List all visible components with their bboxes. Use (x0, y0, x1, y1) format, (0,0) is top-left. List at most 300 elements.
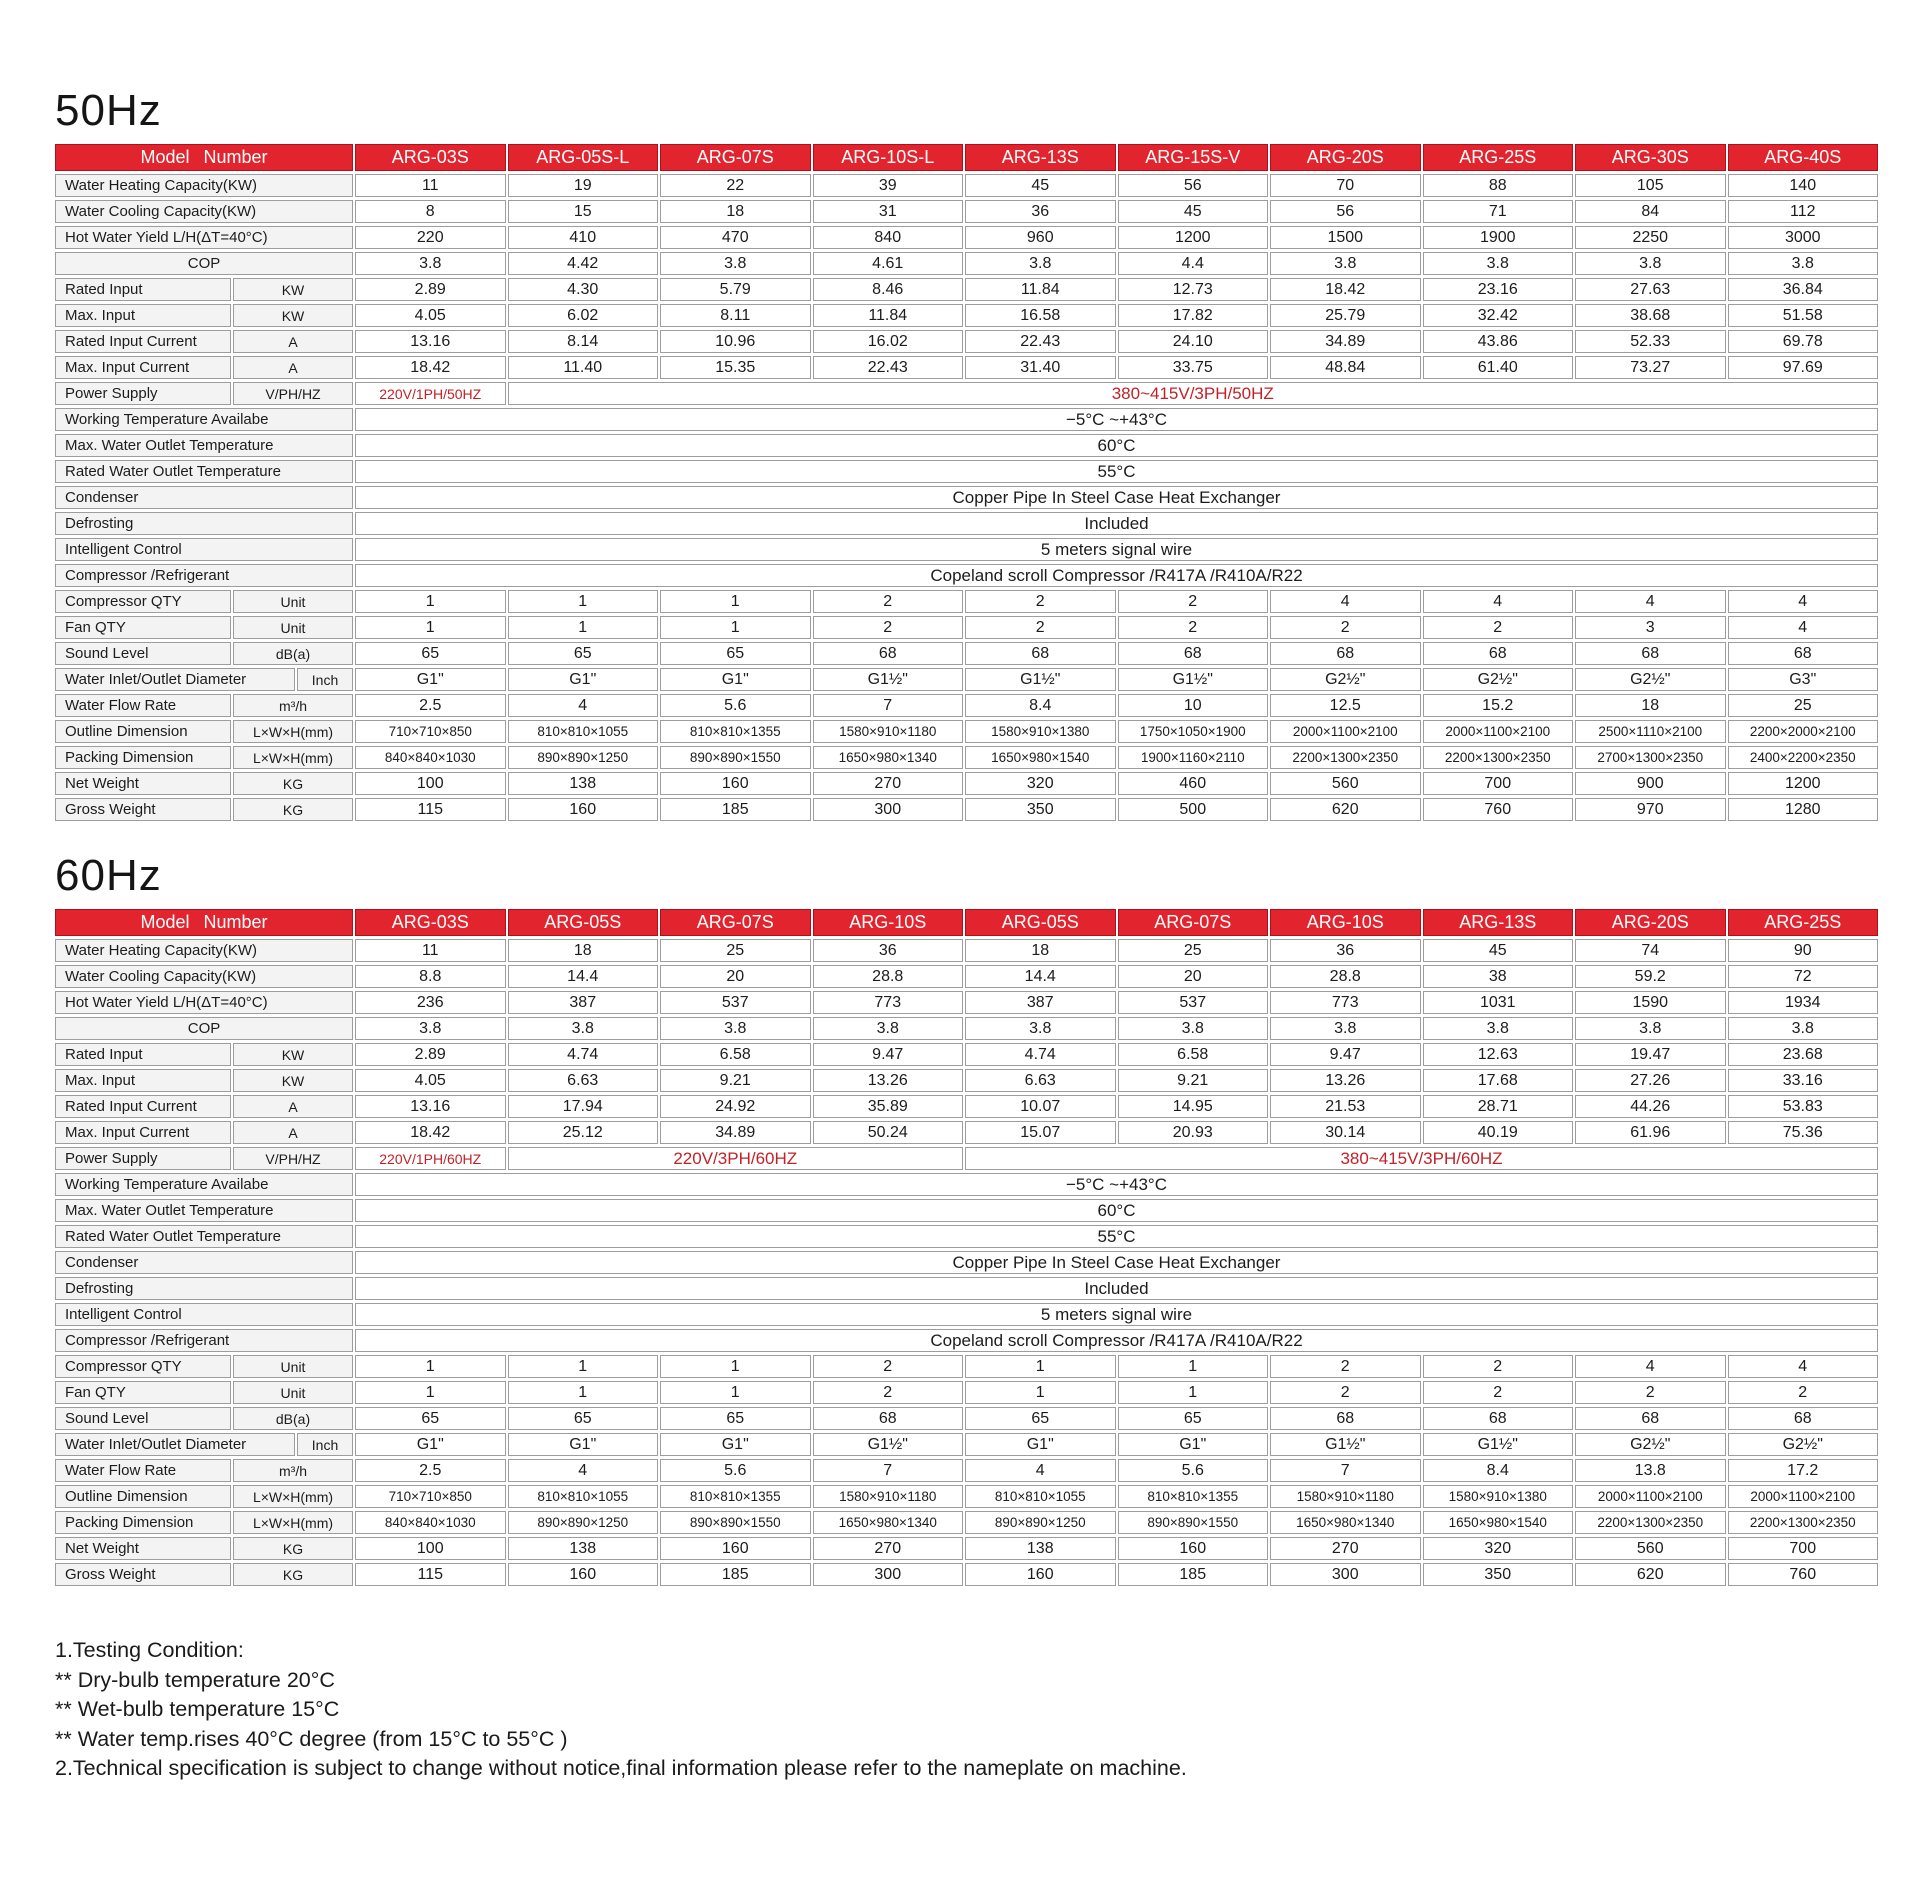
data-cell: 24.10 (1118, 330, 1269, 353)
unit-cell: KW (233, 1069, 353, 1092)
row-label: Max. Input Current (55, 1121, 231, 1144)
model-header-cell: ARG-07S (1118, 909, 1269, 936)
data-cell: 105 (1575, 174, 1726, 197)
data-cell: G1" (660, 668, 811, 691)
data-cell: 1 (660, 590, 811, 613)
data-cell: 3.8 (965, 1017, 1116, 1040)
data-cell: 3.8 (355, 1017, 506, 1040)
data-cell: 3.8 (1728, 1017, 1879, 1040)
data-cell: 45 (1423, 939, 1574, 962)
data-cell: 3.8 (1575, 1017, 1726, 1040)
data-cell: 4 (1728, 590, 1879, 613)
data-cell: 3.8 (355, 252, 506, 275)
row-label: Max. Input Current (55, 356, 231, 379)
data-cell: 1 (660, 1355, 811, 1378)
data-cell: 68 (1728, 642, 1879, 665)
data-cell: 840×840×1030 (355, 746, 506, 769)
data-cell: 3.8 (1270, 1017, 1421, 1040)
data-cell: 270 (1270, 1537, 1421, 1560)
data-cell: 28.8 (1270, 965, 1421, 988)
data-cell: 43.86 (1423, 330, 1574, 353)
data-cell: 2 (813, 590, 964, 613)
data-cell: 5.6 (1118, 1459, 1269, 1482)
data-cell: 320 (1423, 1537, 1574, 1560)
data-cell: 2000×1100×2100 (1575, 1485, 1726, 1508)
data-cell: 2 (1270, 1381, 1421, 1404)
data-cell: 1900×1160×2110 (1118, 746, 1269, 769)
data-cell: 460 (1118, 772, 1269, 795)
data-cell: 73.27 (1575, 356, 1726, 379)
data-cell: 2000×1100×2100 (1423, 720, 1574, 743)
data-cell: 14.4 (965, 965, 1116, 988)
data-cell: 1934 (1728, 991, 1879, 1014)
data-cell: 1650×980×1340 (1270, 1511, 1421, 1534)
data-cell: 55°C (355, 1225, 1878, 1248)
data-cell: 11 (355, 174, 506, 197)
data-cell: −5°C ~+43°C (355, 1173, 1878, 1196)
row-label: Water Cooling Capacity(KW) (55, 965, 353, 988)
data-cell: 34.89 (660, 1121, 811, 1144)
data-cell: 185 (660, 1563, 811, 1586)
row-label: Condenser (55, 486, 353, 509)
data-cell: 1650×980×1340 (813, 1511, 964, 1534)
data-cell: 36 (813, 939, 964, 962)
data-cell: 4 (1423, 590, 1574, 613)
unit-cell: A (233, 1121, 353, 1144)
row-label: Water Heating Capacity(KW) (55, 939, 353, 962)
data-cell: 70 (1270, 174, 1421, 197)
data-cell: 350 (965, 798, 1116, 821)
table-title-50hz: 50Hz (55, 86, 162, 135)
data-cell: 960 (965, 226, 1116, 249)
data-cell: 18.42 (355, 356, 506, 379)
data-cell: 1900 (1423, 226, 1574, 249)
data-cell: 1 (508, 1355, 659, 1378)
data-cell: 1 (965, 1381, 1116, 1404)
data-cell: Included (355, 1277, 1878, 1300)
data-cell: 890×890×1250 (965, 1511, 1116, 1534)
unit-cell: Unit (233, 1355, 353, 1378)
data-cell: 1 (508, 1381, 659, 1404)
data-cell: 1 (965, 1355, 1116, 1378)
data-cell: 22.43 (813, 356, 964, 379)
data-cell: 4.61 (813, 252, 964, 275)
unit-cell: dB(a) (233, 1407, 353, 1430)
data-cell: 84 (1575, 200, 1726, 223)
data-cell: 40.19 (1423, 1121, 1574, 1144)
row-label: Compressor QTY (55, 1355, 231, 1378)
data-cell: 2 (1270, 616, 1421, 639)
data-cell: 1500 (1270, 226, 1421, 249)
data-cell: 1200 (1118, 226, 1269, 249)
data-cell: 2.5 (355, 694, 506, 717)
data-cell: 31 (813, 200, 964, 223)
data-cell: 20 (1118, 965, 1269, 988)
data-cell: 13.16 (355, 1095, 506, 1118)
data-cell: Copeland scroll Compressor /R417A /R410A/R22 (355, 1329, 1878, 1352)
footnote-line: ** Dry-bulb temperature 20°C (55, 1667, 335, 1692)
model-header-cell: ARG-40S (1728, 144, 1879, 171)
data-cell: Copeland scroll Compressor /R417A /R410A/R22 (355, 564, 1878, 587)
data-cell: 10.96 (660, 330, 811, 353)
footnotes (55, 1636, 1878, 1784)
row-label: Gross Weight (55, 1563, 231, 1586)
data-cell: 8.4 (1423, 1459, 1574, 1482)
data-cell: 16.02 (813, 330, 964, 353)
data-cell: 9.21 (660, 1069, 811, 1092)
data-cell: 61.96 (1575, 1121, 1726, 1144)
data-cell: 52.33 (1575, 330, 1726, 353)
data-cell: G1" (965, 1433, 1116, 1456)
data-cell: G1" (508, 1433, 659, 1456)
data-cell: 6.63 (508, 1069, 659, 1092)
data-cell: 14.4 (508, 965, 659, 988)
unit-cell: L×W×H(mm) (233, 1485, 353, 1508)
data-cell: 74 (1575, 939, 1726, 962)
data-cell: 380~415V/3PH/50HZ (508, 382, 1879, 405)
data-cell: 6.63 (965, 1069, 1116, 1092)
data-cell: 25.12 (508, 1121, 659, 1144)
model-header-cell: ARG-07S (660, 144, 811, 171)
data-cell: 2.89 (355, 278, 506, 301)
data-cell: 68 (1423, 642, 1574, 665)
data-cell: 6.58 (660, 1043, 811, 1066)
data-cell: 38.68 (1575, 304, 1726, 327)
data-cell: 112 (1728, 200, 1879, 223)
data-cell: 11.84 (965, 278, 1116, 301)
data-cell: 2250 (1575, 226, 1726, 249)
data-cell: 4 (1575, 1355, 1726, 1378)
unit-cell: KG (233, 772, 353, 795)
unit-cell: Inch (297, 668, 353, 691)
data-cell: G1½" (813, 1433, 964, 1456)
data-cell: 12.5 (1270, 694, 1421, 717)
row-label: Water Cooling Capacity(KW) (55, 200, 353, 223)
footnote-line: 2.Technical specification is subject to change without notice,final information please refer to the nameplate on machine. (55, 1756, 1187, 1780)
footnote-line: ** Water temp.rises 40°C degree (from 15°C to 55°C ) (55, 1726, 568, 1751)
data-cell: G1" (355, 668, 506, 691)
data-cell: 11.84 (813, 304, 964, 327)
row-label: Rated Water Outlet Temperature (55, 460, 353, 483)
data-cell: 65 (1118, 1407, 1269, 1430)
data-cell: 4.74 (508, 1043, 659, 1066)
data-cell: 537 (1118, 991, 1269, 1014)
data-cell: 4.30 (508, 278, 659, 301)
row-label: Power Supply (55, 382, 231, 405)
data-cell: 15.35 (660, 356, 811, 379)
model-header-cell: ARG-25S (1423, 144, 1574, 171)
data-cell: 8 (355, 200, 506, 223)
data-cell: 4 (508, 694, 659, 717)
data-cell: 68 (1270, 642, 1421, 665)
data-cell: 38 (1423, 965, 1574, 988)
data-cell: 65 (508, 642, 659, 665)
data-cell: 15.2 (1423, 694, 1574, 717)
data-cell: 3000 (1728, 226, 1879, 249)
data-cell: 68 (1575, 642, 1726, 665)
data-cell: 620 (1270, 798, 1421, 821)
data-cell: 1580×910×1380 (1423, 1485, 1574, 1508)
data-cell: 3 (1575, 616, 1726, 639)
unit-cell: V/PH/HZ (233, 382, 353, 405)
data-cell: 88 (1423, 174, 1574, 197)
data-cell: 5.6 (660, 694, 811, 717)
data-cell: G3" (1728, 668, 1879, 691)
data-cell: 32.42 (1423, 304, 1574, 327)
data-cell: 22 (660, 174, 811, 197)
data-cell: 97.69 (1728, 356, 1879, 379)
data-cell: 4 (1270, 590, 1421, 613)
row-label: Water Heating Capacity(KW) (55, 174, 353, 197)
model-header-cell: ARG-05S-L (508, 144, 659, 171)
data-cell: 900 (1575, 772, 1726, 795)
data-cell: 270 (813, 772, 964, 795)
data-cell: 2 (1270, 1355, 1421, 1378)
data-cell: 138 (965, 1537, 1116, 1560)
data-cell: 2 (965, 590, 1116, 613)
data-cell: 810×810×1355 (1118, 1485, 1269, 1508)
data-cell: 17.94 (508, 1095, 659, 1118)
data-cell: 1 (1118, 1381, 1269, 1404)
unit-cell: A (233, 330, 353, 353)
data-cell: 50.24 (813, 1121, 964, 1144)
row-label: Water Inlet/Outlet Diameter (55, 1433, 295, 1456)
data-cell: 1 (660, 616, 811, 639)
data-cell: 18 (660, 200, 811, 223)
data-cell: 4.05 (355, 1069, 506, 1092)
data-cell: 8.11 (660, 304, 811, 327)
data-cell: 560 (1575, 1537, 1726, 1560)
model-header-cell: ARG-10S (813, 909, 964, 936)
data-cell: 68 (1728, 1407, 1879, 1430)
data-cell: 160 (508, 1563, 659, 1586)
model-header-cell: ARG-15S-V (1118, 144, 1269, 171)
unit-cell: Unit (233, 1381, 353, 1404)
data-cell: 56 (1118, 174, 1269, 197)
data-cell: 2 (1575, 1381, 1726, 1404)
data-cell: 1590 (1575, 991, 1726, 1014)
data-cell: 2 (813, 1355, 964, 1378)
data-cell: 387 (508, 991, 659, 1014)
data-cell: 15.07 (965, 1121, 1116, 1144)
data-cell: 68 (813, 642, 964, 665)
row-label: Compressor /Refrigerant (55, 564, 353, 587)
data-cell: 2200×1300×2350 (1575, 1511, 1726, 1534)
data-cell: 185 (660, 798, 811, 821)
data-cell: 220 (355, 226, 506, 249)
model-header-cell: ARG-20S (1575, 909, 1726, 936)
data-cell: 1650×980×1340 (813, 746, 964, 769)
data-cell: 760 (1423, 798, 1574, 821)
data-cell: 7 (813, 1459, 964, 1482)
data-cell: 6.02 (508, 304, 659, 327)
unit-cell: Unit (233, 590, 353, 613)
row-label: Net Weight (55, 1537, 231, 1560)
data-cell: G2½" (1575, 668, 1726, 691)
data-cell: 68 (965, 642, 1116, 665)
data-cell: 4.4 (1118, 252, 1269, 275)
data-cell: 300 (813, 1563, 964, 1586)
data-cell: 760 (1728, 1563, 1879, 1586)
data-cell: 470 (660, 226, 811, 249)
data-cell: 18 (965, 939, 1116, 962)
data-cell: 560 (1270, 772, 1421, 795)
unit-cell: KW (233, 304, 353, 327)
row-label: Working Temperature Availabe (55, 1173, 353, 1196)
data-cell: 773 (1270, 991, 1421, 1014)
model-header-cell: ARG-13S (1423, 909, 1574, 936)
unit-cell: KW (233, 278, 353, 301)
data-cell: 68 (1270, 1407, 1421, 1430)
data-cell: 17.82 (1118, 304, 1269, 327)
data-cell: 34.89 (1270, 330, 1421, 353)
data-cell: 13.8 (1575, 1459, 1726, 1482)
data-cell: 537 (660, 991, 811, 1014)
data-cell: 4.05 (355, 304, 506, 327)
data-cell: 59.2 (1575, 965, 1726, 988)
model-header-cell: ARG-30S (1575, 144, 1726, 171)
data-cell: 27.26 (1575, 1069, 1726, 1092)
data-cell: 65 (965, 1407, 1116, 1430)
data-cell: 5 meters signal wire (355, 538, 1878, 561)
row-label: Water Inlet/Outlet Diameter (55, 668, 295, 691)
data-cell: 220V/1PH/50HZ (355, 382, 506, 405)
data-cell: 13.26 (1270, 1069, 1421, 1092)
data-cell: 71 (1423, 200, 1574, 223)
row-label: Outline Dimension (55, 1485, 231, 1508)
data-cell: 2000×1100×2100 (1270, 720, 1421, 743)
data-cell: 1 (660, 1381, 811, 1404)
unit-cell: L×W×H(mm) (233, 1511, 353, 1534)
data-cell: 115 (355, 798, 506, 821)
unit-cell: m³/h (233, 694, 353, 717)
data-cell: 90 (1728, 939, 1879, 962)
data-cell: 160 (508, 798, 659, 821)
data-cell: G1" (355, 1433, 506, 1456)
data-cell: 4 (1728, 616, 1879, 639)
unit-cell: dB(a) (233, 642, 353, 665)
data-cell: 53.83 (1728, 1095, 1879, 1118)
data-cell: G1½" (965, 668, 1116, 691)
row-label: Rated Water Outlet Temperature (55, 1225, 353, 1248)
data-cell: 1580×910×1180 (813, 1485, 964, 1508)
data-cell: 890×890×1550 (1118, 1511, 1269, 1534)
data-cell: 72 (1728, 965, 1879, 988)
row-label: Defrosting (55, 512, 353, 535)
data-cell: 28.8 (813, 965, 964, 988)
data-cell: 65 (660, 1407, 811, 1430)
data-cell: 185 (1118, 1563, 1269, 1586)
data-cell: 3.8 (1270, 252, 1421, 275)
data-cell: 100 (355, 772, 506, 795)
data-cell: 700 (1728, 1537, 1879, 1560)
unit-cell: A (233, 356, 353, 379)
data-cell: 320 (965, 772, 1116, 795)
row-label: Sound Level (55, 642, 231, 665)
data-cell: 12.73 (1118, 278, 1269, 301)
row-label: Fan QTY (55, 1381, 231, 1404)
data-cell: 75.36 (1728, 1121, 1879, 1144)
data-cell: 33.75 (1118, 356, 1269, 379)
data-cell: 8.46 (813, 278, 964, 301)
data-cell: 138 (508, 1537, 659, 1560)
row-label: Working Temperature Availabe (55, 408, 353, 431)
data-cell: 9.47 (813, 1043, 964, 1066)
data-cell: 4.74 (965, 1043, 1116, 1066)
data-cell: G1" (508, 668, 659, 691)
data-cell: 36 (965, 200, 1116, 223)
model-number-header: Model Number (55, 144, 353, 171)
data-cell: G1½" (813, 668, 964, 691)
data-cell: 20 (660, 965, 811, 988)
data-cell: 16.58 (965, 304, 1116, 327)
split-label-cell (55, 668, 353, 691)
data-cell: 840×840×1030 (355, 1511, 506, 1534)
data-cell: 5 meters signal wire (355, 1303, 1878, 1326)
unit-cell: KW (233, 1043, 353, 1066)
data-cell: 13.16 (355, 330, 506, 353)
data-cell: 22.43 (965, 330, 1116, 353)
data-cell: 2 (1728, 1381, 1879, 1404)
data-cell: 5.6 (660, 1459, 811, 1482)
data-cell: 35.89 (813, 1095, 964, 1118)
model-header-cell: ARG-03S (355, 144, 506, 171)
data-cell: 890×890×1550 (660, 746, 811, 769)
row-label: COP (55, 252, 353, 275)
data-cell: 700 (1423, 772, 1574, 795)
data-cell: 25.79 (1270, 304, 1421, 327)
data-cell: 9.47 (1270, 1043, 1421, 1066)
data-cell: 2700×1300×2350 (1575, 746, 1726, 769)
unit-cell: L×W×H(mm) (233, 720, 353, 743)
data-cell: 7 (813, 694, 964, 717)
data-cell: 160 (660, 772, 811, 795)
data-cell: 1 (355, 590, 506, 613)
data-cell: 1580×910×1180 (1270, 1485, 1421, 1508)
data-cell: 890×890×1250 (508, 746, 659, 769)
data-cell: 380~415V/3PH/60HZ (965, 1147, 1878, 1170)
data-cell: 11.40 (508, 356, 659, 379)
data-cell: 3.8 (965, 252, 1116, 275)
data-cell: 2000×1100×2100 (1728, 1485, 1879, 1508)
row-label: COP (55, 1017, 353, 1040)
row-label: Max. Water Outlet Temperature (55, 1199, 353, 1222)
data-cell: 69.78 (1728, 330, 1879, 353)
data-cell: 810×810×1355 (660, 1485, 811, 1508)
unit-cell: m³/h (233, 1459, 353, 1482)
data-cell: 1200 (1728, 772, 1879, 795)
data-cell: 18 (508, 939, 659, 962)
data-cell: 2200×2000×2100 (1728, 720, 1879, 743)
data-cell: 2500×1110×2100 (1575, 720, 1726, 743)
data-cell: −5°C ~+43°C (355, 408, 1878, 431)
data-cell: 387 (965, 991, 1116, 1014)
data-cell: 19.47 (1575, 1043, 1726, 1066)
row-label: Water Flow Rate (55, 694, 231, 717)
data-cell: 10 (1118, 694, 1269, 717)
data-cell: 12.63 (1423, 1043, 1574, 1066)
data-cell: 25 (1118, 939, 1269, 962)
row-label: Water Flow Rate (55, 1459, 231, 1482)
data-cell: 44.26 (1575, 1095, 1726, 1118)
data-cell: 8.8 (355, 965, 506, 988)
row-label: Hot Water Yield L/H(ΔT=40°C) (55, 991, 353, 1014)
unit-cell: L×W×H(mm) (233, 746, 353, 769)
data-cell: 773 (813, 991, 964, 1014)
data-cell: 48.84 (1270, 356, 1421, 379)
data-cell: 1750×1050×1900 (1118, 720, 1269, 743)
data-cell: 6.58 (1118, 1043, 1269, 1066)
